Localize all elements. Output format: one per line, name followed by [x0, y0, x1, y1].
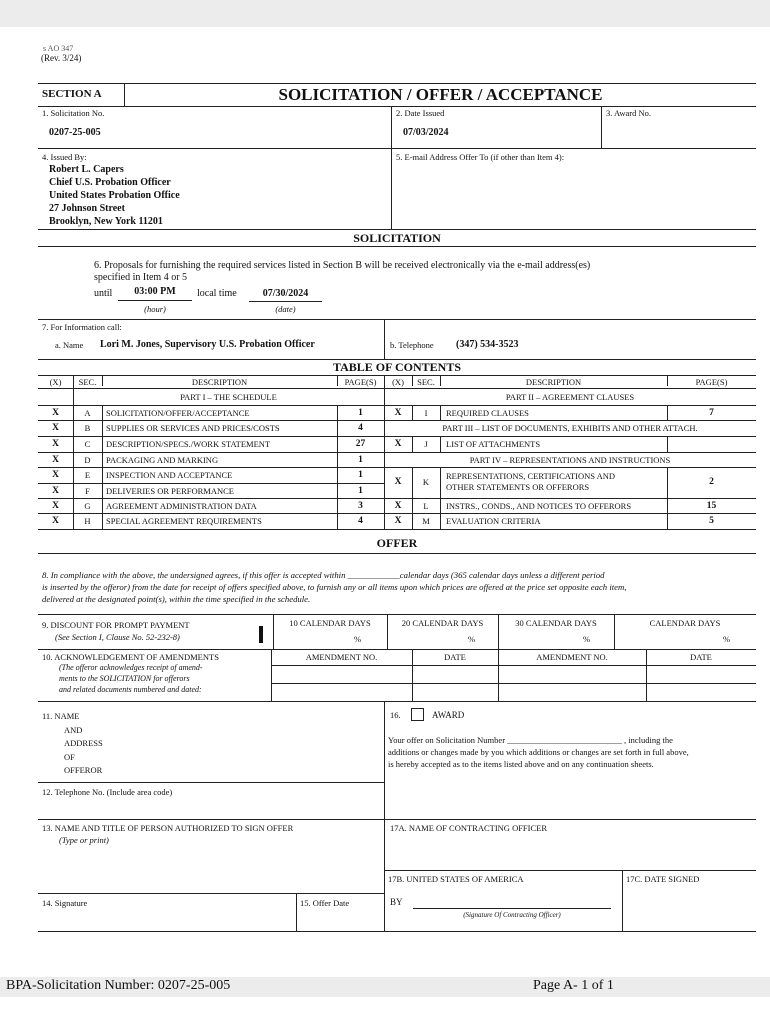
toc-right-x: X [394, 516, 402, 526]
toc-left-x: X [52, 455, 59, 465]
toc-right-x: X [394, 501, 402, 511]
toc-col-sec-right: SEC. [417, 377, 435, 387]
award-no-label: 3. Award No. [606, 108, 652, 118]
toc-row-divider [38, 436, 384, 437]
offer-text-3: delivered at the designated point(s), within the time specified in the schedule. [42, 594, 311, 604]
toc-right-desc: OTHER STATEMENTS OR OFFERORS [446, 482, 590, 492]
toc-right-sec: J [424, 439, 428, 449]
toc-right-x: X [394, 408, 402, 418]
issued-line: Brooklyn, New York 11201 [49, 216, 163, 227]
toc-row-divider [38, 420, 384, 421]
toc-left-sec: E [84, 470, 91, 480]
proposal-text-1: 6. Proposals for furnishing the required services listed in Section B will be received electronically via the e-mail address(es) [94, 260, 591, 271]
toc-left-x: X [52, 470, 59, 480]
due-date: 07/30/2024 [262, 288, 309, 299]
award-text-2: additions or changes made by you which additions or changes are set forth in full above, [388, 747, 689, 757]
toc-row-divider [38, 483, 384, 484]
award-label: AWARD [432, 710, 465, 720]
toc-left-x: X [52, 408, 59, 418]
toc-right-desc: LIST OF ATTACHMENTS [446, 439, 541, 449]
toc-right-pages: 2 [709, 477, 714, 487]
award-text-1: Your offer on Solicitation Number ___________________________ , including the [388, 735, 673, 745]
pct-10: % [354, 634, 362, 644]
toc-left-desc: SUPPLIES OR SERVICES AND PRICES/COSTS [106, 423, 280, 433]
toc-right-desc: INSTRS., CONDS., AND NOTICES TO OFFERORS [446, 501, 632, 511]
signature-label: 14. Signature [42, 898, 88, 908]
toc-right-x: X [394, 439, 402, 449]
name-label: a. Name [55, 340, 84, 350]
toc-right-desc: EVALUATION CRITERIA [446, 516, 541, 526]
toc-left-pages: 4 [358, 516, 363, 526]
toc-part-1: PART I – THE SCHEDULE [180, 392, 277, 402]
amend-date-header-2: DATE [690, 652, 712, 662]
offer-date-label: 15. Offer Date [300, 898, 350, 908]
telephone-label: b. Telephone [390, 340, 434, 350]
solicitation-heading: SOLICITATION [353, 231, 441, 245]
discount-30-days: 30 CALENDAR DAYS [515, 618, 597, 628]
toc-left-pages: 3 [358, 501, 363, 511]
award-text-3: is hereby accepted as to the items listed above and on any continuation sheets. [388, 759, 654, 769]
form-code: s AO 347 [43, 44, 74, 53]
ack-sub-line: ments to the SOLICITATION for offerors [59, 674, 190, 683]
offer-text-1: 8. In compliance with the above, the undersigned agrees, if this offer is accepted within ____________calendar days (365 calendar days unless a different period [42, 570, 605, 580]
toc-col-desc: DESCRIPTION [191, 377, 248, 387]
authorized-person-label: 13. NAME AND TITLE OF PERSON AUTHORIZED TO SIGN OFFER [42, 823, 294, 833]
offeror-label-line: OFFEROR [64, 765, 103, 775]
toc-left-pages: 4 [358, 423, 363, 433]
toc-row-divider [38, 498, 384, 499]
date-issued-label: 2. Date Issued [396, 108, 445, 118]
proposal-text-2: specified in Item 4 or 5 [94, 272, 188, 283]
toc-row-divider [38, 513, 384, 514]
due-time: 03:00 PM [134, 286, 176, 297]
footer-solicitation-number: BPA-Solicitation Number: 0207-25-005 [6, 978, 231, 993]
date-signed-label: 17C. DATE SIGNED [626, 874, 700, 884]
toc-left-sec: G [84, 501, 91, 511]
toc-part-3: PART III – LIST OF DOCUMENTS, EXHIBITS AND OTHER ATTACH. [442, 423, 698, 433]
until-label: until [94, 288, 113, 299]
issued-line: 27 Johnson Street [49, 203, 125, 214]
amend-no-header: AMENDMENT NO. [305, 652, 378, 662]
toc-right-sec: L [423, 501, 429, 511]
toc-left-desc: PACKAGING AND MARKING [106, 455, 219, 465]
toc-left-sec: D [84, 455, 91, 465]
ack-label: 10. ACKNOWLEDGEMENT OF AMENDMENTS [42, 652, 219, 662]
toc-left-x: X [52, 423, 59, 433]
toc-left-desc: DESCRIPTION/SPECS./WORK STATEMENT [106, 439, 271, 449]
date-caption: (date) [275, 304, 296, 314]
toc-part-2: PART II – AGREEMENT CLAUSES [505, 392, 635, 402]
ack-sub [59, 662, 203, 695]
toc-heading: TABLE OF CONTENTS [332, 360, 462, 374]
toc-col-sec: SEC. [78, 377, 97, 387]
pct-20: % [468, 634, 476, 644]
form-title: SOLICITATION / OFFER / ACCEPTANCE [278, 85, 603, 104]
toc-right-pages: 7 [709, 408, 714, 418]
toc-left-pages: 27 [355, 439, 366, 449]
email-offer-label: 5. E-mail Address Offer To (if other than Item 4): [396, 152, 565, 162]
ack-sub-line: (The offeror acknowledges receipt of amend- [59, 663, 203, 672]
info-call-label: 7. For Information call: [42, 322, 122, 332]
award-number-label: 16. [390, 710, 401, 720]
toc-left-sec: H [84, 516, 91, 526]
toc-right-sec: I [424, 408, 428, 418]
toc-left-desc: SPECIAL AGREEMENT REQUIREMENTS [106, 516, 262, 526]
discount-cal-days: CALENDAR DAYS [649, 618, 721, 628]
toc-right-desc: REQUIRED CLAUSES [446, 408, 529, 418]
toc-left-pages: 1 [358, 470, 363, 480]
by-label: BY [390, 897, 403, 907]
toc-right-sec: M [422, 516, 430, 526]
contact-name: Lori M. Jones, Supervisory U.S. Probation Officer [100, 339, 315, 350]
top-bar [0, 0, 770, 27]
discount-10-days: 10 CALENDAR DAYS [289, 618, 371, 628]
toc-left-x: X [52, 439, 59, 449]
toc-right-desc: REPRESENTATIONS, CERTIFICATIONS AND [446, 471, 616, 481]
local-time-label: local time [197, 288, 237, 299]
toc-left-desc: INSPECTION AND ACCEPTANCE [106, 470, 233, 480]
toc-right-x: X [394, 477, 402, 487]
footer-page-number: Page A- 1 of 1 [533, 978, 614, 993]
usa-label: 17B. UNITED STATES OF AMERICA [388, 874, 524, 884]
offer-text-2: is inserted by the offeror) from the date for receipt of offers specified above, to furnish any or all items upon which prices are offered at the price set opposite each item, [42, 582, 627, 592]
toc-row-divider [38, 452, 384, 453]
ack-sub-line: and related documents numbered and dated: [59, 685, 202, 694]
toc-left-desc: AGREEMENT ADMINISTRATION DATA [106, 501, 257, 511]
issued-by-block [49, 163, 180, 228]
toc-row-divider [38, 467, 384, 468]
toc-right-pages: 15 [706, 501, 717, 511]
phone-label: 12. Telephone No. (Include area code) [42, 787, 173, 797]
amend-date-header: DATE [444, 652, 466, 662]
toc-left-pages: 1 [358, 486, 363, 496]
toc-col-x: (X) [49, 377, 62, 387]
toc-left-desc: SOLICITATION/OFFER/ACCEPTANCE [106, 408, 250, 418]
toc-right-pages: 5 [709, 516, 714, 526]
award-checkbox[interactable] [411, 708, 424, 721]
toc-left-sec: F [85, 486, 90, 496]
solicitation-no-value: 0207-25-005 [49, 127, 101, 138]
toc-col-pages: PAGE(S) [344, 377, 377, 387]
offer-heading: OFFER [376, 536, 418, 550]
telephone-value: (347) 534-3523 [456, 339, 519, 350]
issued-line: Robert L. Capers [49, 164, 124, 175]
toc-left-sec: A [84, 408, 91, 418]
issued-line: United States Probation Office [49, 190, 180, 201]
hour-caption: (hour) [144, 304, 166, 314]
toc-col-x-right: (X) [392, 377, 404, 387]
discount-label: 9. DISCOUNT FOR PROMPT PAYMENT [42, 620, 190, 630]
rev-label: (Rev. 3/24) [41, 53, 82, 63]
offeror-label-line: OF [64, 751, 75, 762]
text-cursor-mark [259, 626, 263, 643]
toc-left-pages: 1 [358, 455, 363, 465]
offeror-label-line: 11. NAME [42, 711, 80, 721]
pct-cal: % [723, 634, 731, 644]
authorized-person-sub: (Type or print) [59, 835, 109, 845]
offeror-name-label [42, 710, 103, 778]
toc-left-x: X [52, 486, 59, 496]
toc-left-pages: 1 [358, 408, 363, 418]
toc-left-desc: DELIVERIES OR PERFORMANCE [106, 486, 234, 496]
toc-col-desc-right: DESCRIPTION [525, 377, 582, 387]
offeror-label-line: AND [64, 724, 83, 735]
offeror-label-line: ADDRESS [64, 738, 103, 748]
issued-by-label: 4. Issued By: [42, 152, 87, 162]
signature-caption: (Signature Of Contracting Officer) [463, 911, 561, 919]
issued-line: Chief U.S. Probation Officer [49, 177, 171, 188]
discount-sub: (See Section I, Clause No. 52-232-8) [55, 632, 180, 642]
toc-left-x: X [52, 516, 59, 526]
toc-left-x: X [52, 501, 59, 511]
section-label: SECTION A [42, 88, 102, 100]
amend-no-header-2: AMENDMENT NO. [536, 652, 608, 662]
pct-30: % [583, 634, 591, 644]
toc-col-pages-right: PAGE(S) [695, 377, 728, 387]
toc-left-sec: C [84, 439, 91, 449]
toc-right-sec: K [422, 477, 430, 487]
solicitation-no-label: 1. Solicitation No. [42, 108, 105, 118]
toc-part-4: PART IV – REPRESENTATIONS AND INSTRUCTIONS [469, 455, 671, 465]
toc-left-sec: B [84, 423, 91, 433]
contracting-officer-label: 17A. NAME OF CONTRACTING OFFICER [390, 823, 548, 833]
date-issued-value: 07/03/2024 [403, 127, 449, 138]
discount-20-days: 20 CALENDAR DAYS [401, 618, 484, 628]
